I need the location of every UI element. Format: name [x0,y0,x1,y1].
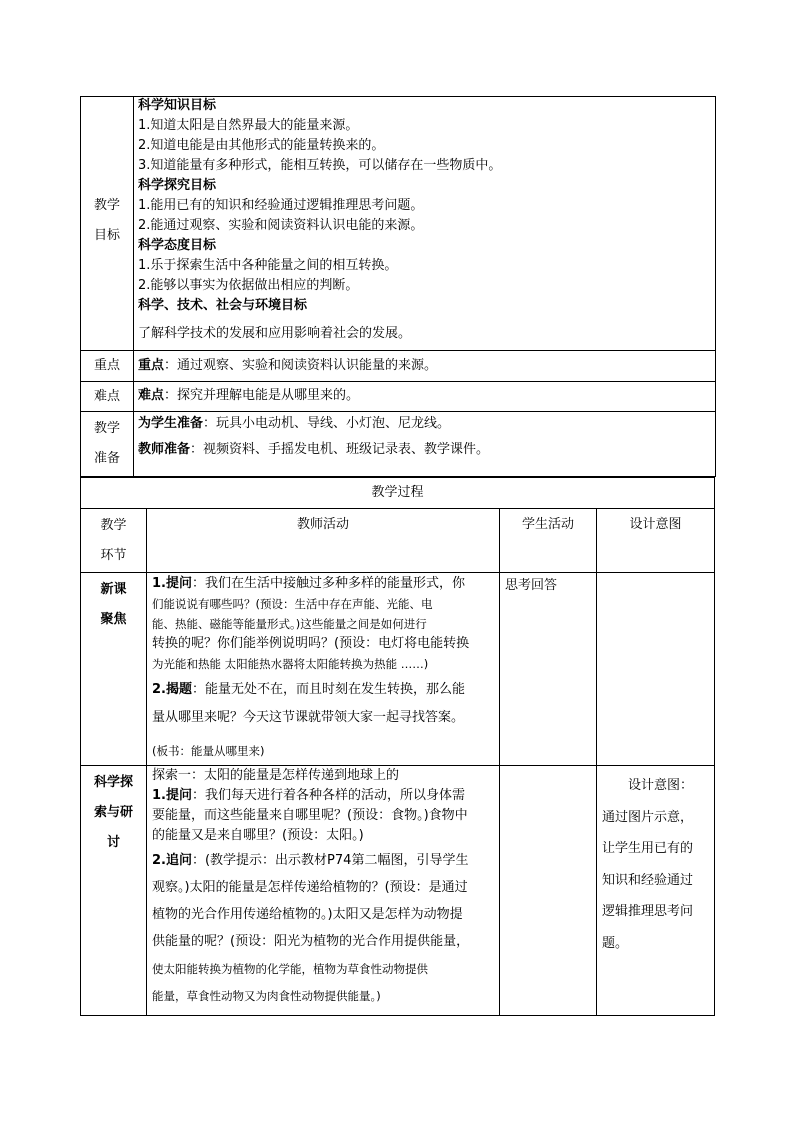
prep-student-body: ：玩具小电动机、导线、小灯泡、尼龙线。 [203,416,451,431]
design-intent-line: 设计意图： [628,778,694,793]
objective-line: 1.乐于探索生活中各种能量之间的相互转换。 [138,258,398,273]
row2-line-7: 供能量的呢？(预设：阳光为植物的光合作用提供能量， [152,934,470,949]
row1-line-5: 2.揭题：能量无处不在，而且时刻在发生转换，那么能 [152,682,465,697]
row1-line-0: 1.提问：我们在生活中接触过多种多样的能量形式，你 [152,576,465,591]
prep-label: 教学 准备 [93,421,120,466]
row1-line-4: 为光能和热能 太阳能热水器将太阳能转换为热能 ……) [152,657,429,671]
row1-line-3: 转换的呢？你们能举例说明吗？(预设：电灯将电能转换 [152,636,470,651]
row2-stage: 科学探 索与研 讨 [93,775,133,850]
objective-line: 3.知道能量有多种形式，能相互转换，可以储存在一些物质中。 [138,158,502,173]
row1-student-cell [499,572,597,766]
difficulty-title: 难点 [138,388,165,403]
design-intent-line: 知识和经验通过 [602,872,694,888]
header-teacher: 教师活动 [296,517,349,532]
design-intent-line: 逻辑推理思考问 [602,904,694,919]
objective-line: 科学态度目标 [138,238,217,253]
prep-student [138,414,450,434]
key-title: 重点 [138,358,165,373]
objectives-last-line: 了解科学技术的发展和应用影响着社会的发展。 [138,326,412,341]
row1-design-cell [596,572,715,766]
row1-stage: 新课 聚焦 [100,582,127,627]
row2-line-4-text: ：(教学提示：出示教材P74第二幅图，引导学生 [191,853,469,868]
row2-design [602,770,693,959]
row2-line-0: 探索一：太阳的能量是怎样传递到地球上的 [152,768,400,783]
row2-line-9: 能量，草食性动物又为肉食性动物提供能量。) [152,989,381,1003]
key-text [138,356,437,376]
objective-line: 1.能用已有的知识和经验通过逻辑推理思考问题。 [138,198,424,213]
process-title: 教学过程 [371,485,424,500]
prep-teacher-body: ：视频资料、手摇发电机、班级记录表、教学课件。 [190,442,490,457]
row2-line-8: 使太阳能转换为植物的化学能，植物为草食性动物提供 [152,962,428,976]
row2-line-2: 要能量，而这些能量来自哪里呢？(预设：食物。)食物中 [152,808,468,823]
difficulty-label: 难点 [93,389,120,404]
row2-line-5: 观察。)太阳的能量是怎样传递给植物的？(预设：是通过 [152,880,468,895]
key-body: ：通过观察、实验和阅读资料认识能量的来源。 [164,358,438,373]
row1-line-6: 量从哪里来呢？今天这节课就带领大家一起寻找答案。 [152,710,465,725]
row1-line-0-text: ：我们在生活中接触过多种多样的能量形式，你 [191,576,465,591]
objectives-list [138,96,501,316]
design-intent-line: 题。 [602,935,629,951]
row2-line-1: 1.提问：我们每天进行着各种各样的活动，所以身体需 [152,788,465,803]
design-intent-line: 让学生用已有的 [602,841,694,856]
row1-line-7: (板书：能量从哪里来) [152,744,265,758]
row1-line-2: 能、热能、磁能等能量形式。)这些能量之间是如何进行 [152,617,427,631]
difficulty-text [138,386,359,406]
objective-line: 2.知道电能是由其他形式的能量转换来的。 [138,138,385,153]
row2-student-cell [499,765,597,1016]
row2-line-1-text: ：我们每天进行着各种各样的活动，所以身体需 [191,788,465,803]
row2-line-4: 2.追问：(教学提示：出示教材P74第二幅图，引导学生 [152,853,469,868]
objective-line: 1.知道太阳是自然界最大的能量来源。 [138,118,359,133]
row1-student: 思考回答 [505,578,558,593]
prep-teacher [138,440,489,460]
objectives-label: 教学 目标 [93,198,120,243]
objective-line: 2.能通过观察、实验和阅读资料认识电能的来源。 [138,218,424,233]
prep-teacher-title: 教师准备 [138,442,191,457]
key-label: 重点 [93,358,120,373]
row1-line-5-text: ：能量无处不在，而且时刻在发生转换，那么能 [191,682,465,697]
objective-line: 科学探究目标 [138,178,217,193]
design-intent-line: 通过图片示意， [602,809,694,825]
row1-line-1: 们能说说有哪些吗？(预设：生活中存在声能、光能、电 [152,597,433,611]
row2-line-3: 的能量又是来自哪里？(预设：太阳。) [152,828,364,843]
header-stage: 教学 环节 [100,518,127,563]
objective-line: 科学、技术、社会与环境目标 [138,298,308,313]
objective-line: 2.能够以事实为依据做出相应的判断。 [138,278,359,293]
prep-student-title: 为学生准备 [138,416,204,431]
objective-line: 科学知识目标 [138,98,217,113]
header-student: 学生活动 [521,517,574,532]
difficulty-body: ：探究并理解电能是从哪里来的。 [164,388,360,403]
row2-line-6: 植物的光合作用传递给植物的。)太阳又是怎样为动物提 [152,907,463,922]
header-design: 设计意图 [629,517,682,532]
